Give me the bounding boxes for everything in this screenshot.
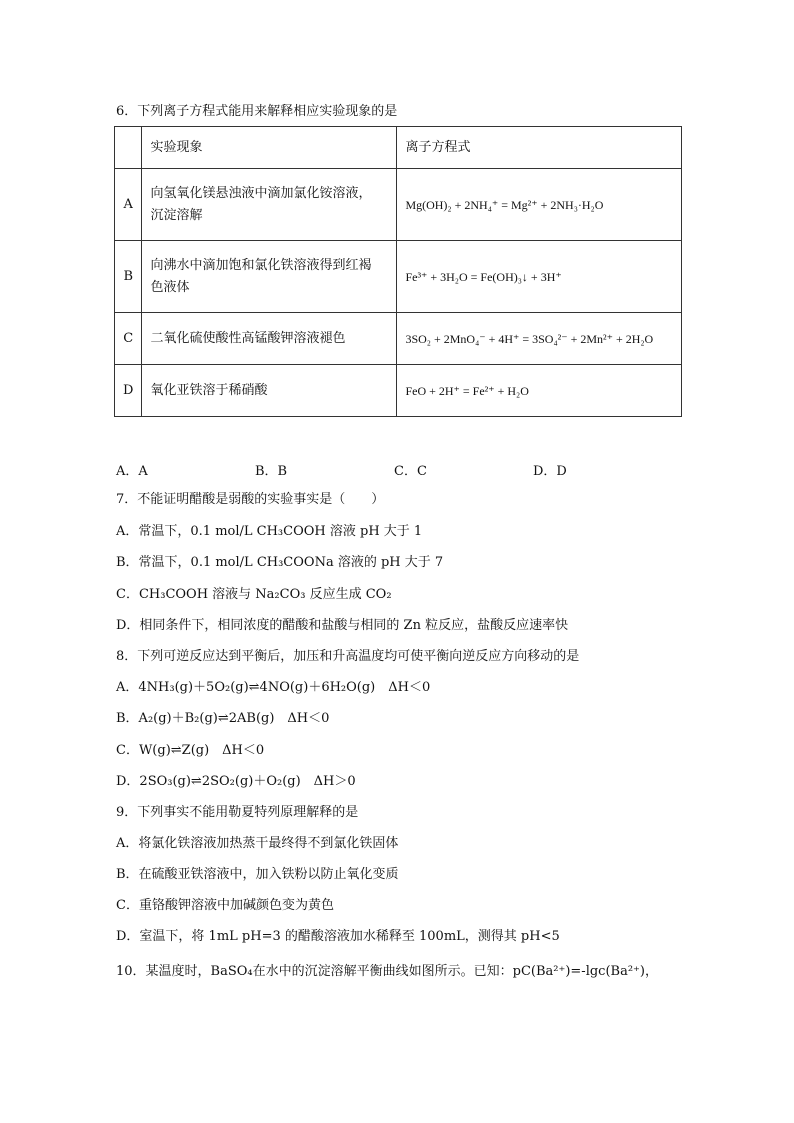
phenomenon-line-2: 色液体 bbox=[150, 279, 190, 295]
question-7-option-d: D．相同条件下，相同浓度的醋酸和盐酸与相同的 Zn 粒反应，盐酸反应速率快 bbox=[116, 618, 569, 633]
row-label: A bbox=[115, 169, 142, 241]
row-phenomenon: 二氧化硫使酸性高锰酸钾溶液褪色 bbox=[142, 313, 397, 365]
row-phenomenon bbox=[142, 169, 397, 241]
question-6-stem: 6．下列离子方程式能用来解释相应实验现象的是 bbox=[116, 104, 398, 119]
question-9-option-a: A．将氯化铁溶液加热蒸干最终得不到氯化铁固体 bbox=[116, 836, 399, 851]
option-b: B．B bbox=[255, 464, 288, 479]
question-6-table bbox=[114, 126, 682, 417]
option-c: C．C bbox=[394, 464, 427, 479]
question-8-stem: 8．下列可逆反应达到平衡后，加压和升高温度均可使平衡向逆反应方向移动的是 bbox=[116, 649, 580, 664]
row-equation: Fe³⁺ + 3H₂O = Fe(OH)₃↓ + 3H⁺ bbox=[397, 241, 682, 313]
option-a: A．A bbox=[116, 464, 148, 479]
table-header-row bbox=[115, 127, 682, 169]
header-equation: 离子方程式 bbox=[397, 127, 682, 169]
question-9-stem: 9．下列事实不能用勒夏特列原理解释的是 bbox=[116, 805, 359, 820]
question-10-stem: 10．某温度时，BaSO₄在水中的沉淀溶解平衡曲线如图所示。已知：pC(Ba²⁺)=-lgc(Ba²⁺)， bbox=[116, 964, 658, 979]
question-7-stem: 7．不能证明醋酸是弱酸的实验事实是（ ） bbox=[116, 492, 385, 507]
row-equation: FeO + 2H⁺ = Fe²⁺ + H₂O bbox=[397, 365, 682, 417]
row-label: C bbox=[115, 313, 142, 365]
table-row bbox=[115, 241, 682, 313]
header-phenomenon: 实验现象 bbox=[142, 127, 397, 169]
row-phenomenon bbox=[142, 241, 397, 313]
row-label: B bbox=[115, 241, 142, 313]
row-equation: Mg(OH)₂ + 2NH₄⁺ = Mg²⁺ + 2NH₃·H₂O bbox=[397, 169, 682, 241]
question-7-option-b: B．常温下，0.1 mol/L CH₃COONa 溶液的 pH 大于 7 bbox=[116, 555, 444, 570]
question-9-option-c: C．重铬酸钾溶液中加碱颜色变为黄色 bbox=[116, 898, 334, 913]
question-8-option-a: A．4NH₃(g)＋5O₂(g)⇌4NO(g)＋6H₂O(g) ΔH＜0 bbox=[116, 680, 431, 695]
row-label: D bbox=[115, 365, 142, 417]
table-row bbox=[115, 313, 682, 365]
question-9-option-b: B．在硫酸亚铁溶液中，加入铁粉以防止氧化变质 bbox=[116, 867, 399, 882]
question-7-option-c: C．CH₃COOH 溶液与 Na₂CO₃ 反应生成 CO₂ bbox=[116, 587, 392, 602]
question-7-option-a: A．常温下，0.1 mol/L CH₃COOH 溶液 pH 大于 1 bbox=[116, 524, 423, 539]
question-8-option-b: B．A₂(g)＋B₂(g)⇌2AB(g) ΔH＜0 bbox=[116, 711, 330, 726]
phenomenon-line-2: 沉淀溶解 bbox=[150, 207, 203, 223]
option-d: D．D bbox=[533, 464, 567, 479]
row-equation: 3SO₂ + 2MnO₄⁻ + 4H⁺ = 3SO₄²⁻ + 2Mn²⁺ + 2H₂O bbox=[397, 313, 682, 365]
phenomenon-line-1: 向沸水中滴加饱和氯化铁溶液得到红褐 bbox=[150, 257, 372, 273]
question-9-option-d: D．室温下，将 1mL pH=3 的醋酸溶液加水稀释至 100mL，测得其 pH<5 bbox=[116, 929, 560, 944]
table-row bbox=[115, 169, 682, 241]
header-blank bbox=[115, 127, 142, 169]
row-phenomenon: 氧化亚铁溶于稀硝酸 bbox=[142, 365, 397, 417]
phenomenon-line-1: 向氢氧化镁悬浊液中滴加氯化铵溶液， bbox=[150, 185, 372, 201]
question-8-option-d: D．2SO₃(g)⇌2SO₂(g)＋O₂(g) ΔH＞0 bbox=[116, 774, 356, 789]
question-8-option-c: C．W(g)⇌Z(g) ΔH＜0 bbox=[116, 743, 265, 758]
table-row bbox=[115, 365, 682, 417]
